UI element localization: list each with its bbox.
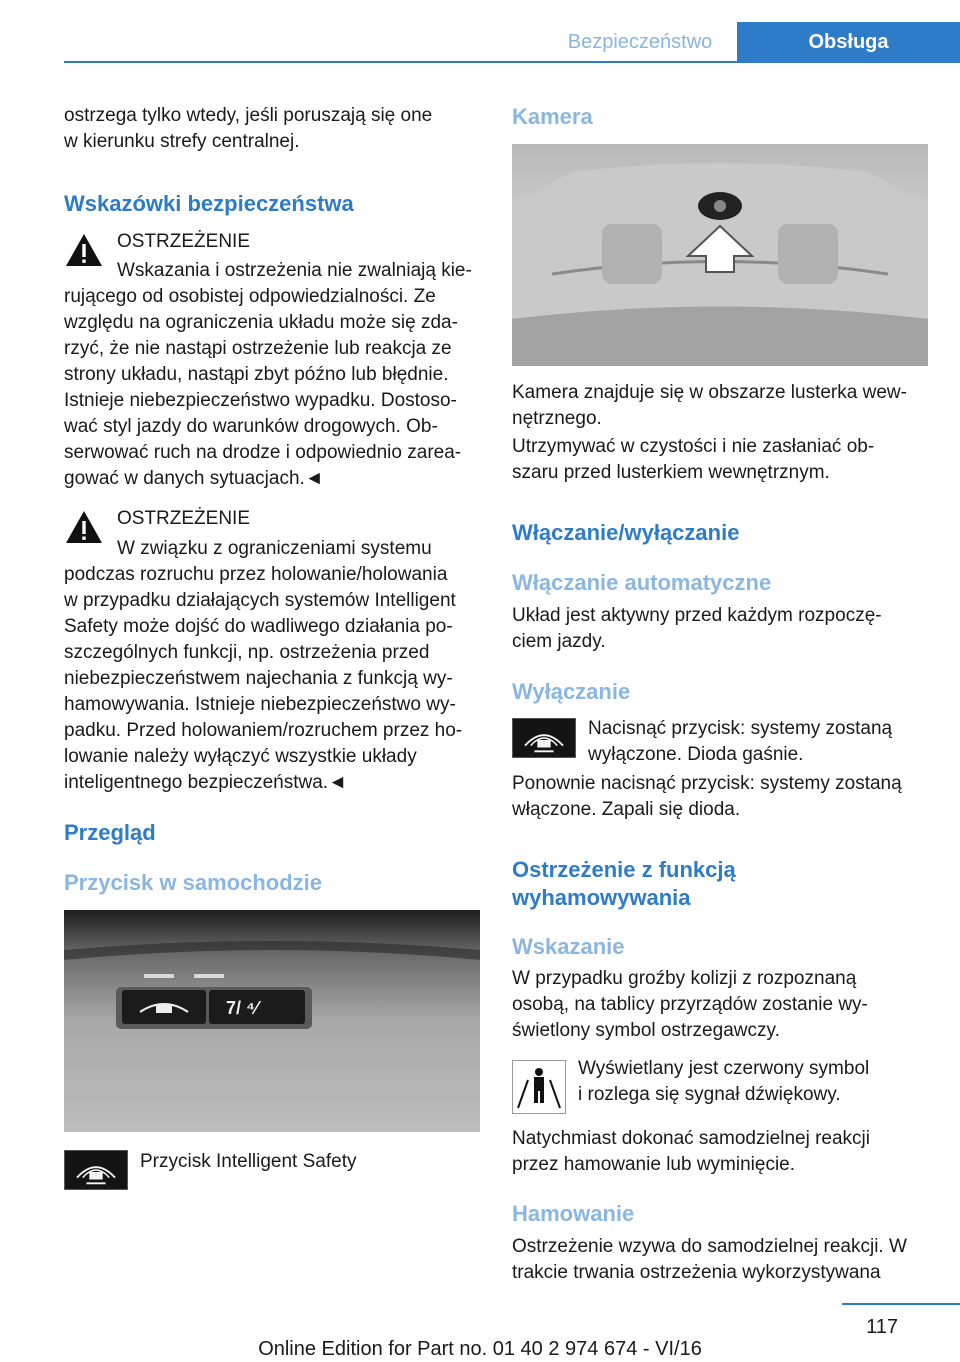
brake-warning-heading-2: wyhamowywania	[512, 885, 691, 910]
warning2-line: W związku z ograniczeniami systemu	[117, 538, 432, 559]
intelligent-safety-button-icon	[64, 1150, 128, 1190]
react-line-2: przez hamowanie lub wyminięcie.	[512, 1154, 796, 1175]
warning1-line: Istnieje niebezpieczeństwo wypadku. Dostoso-	[64, 390, 457, 411]
button-caption: Przycisk Intelligent Safety	[140, 1151, 357, 1172]
warning1-title: OSTRZEŻENIE	[117, 231, 251, 252]
auto-line-1: Układ jest aktywny przed każdym rozpoczę-	[512, 605, 882, 626]
warning1-line: serwować ruch na drodze i odpowiednio zarea-	[64, 442, 462, 463]
svg-text:7/ ⁴⁄: 7/ ⁴⁄	[226, 998, 258, 1018]
auto-heading: Włączanie automatyczne	[512, 570, 772, 595]
section-tab[interactable]: Bezpieczeństwo	[567, 31, 713, 53]
button-in-car-photo	[64, 910, 480, 1132]
warning-triangle-icon	[64, 232, 104, 268]
intro-line-2: w kierunku strefy centralnej.	[64, 131, 300, 152]
symbol-line-1: Wyświetlany jest czerwony symbol	[578, 1058, 870, 1079]
braking-line-2: trakcie trwania ostrzeżenia wykorzystywana	[512, 1262, 881, 1283]
intelligent-safety-button-icon	[512, 718, 576, 758]
camera-p1-line-1: Kamera znajduje się w obszarze lusterka wew-	[512, 382, 907, 403]
react-line-1: Natychmiast dokonać samodzielnej reakcji	[512, 1128, 870, 1149]
camera-windshield-photo	[512, 144, 928, 366]
indication-line-3: świetlony symbol ostrzegawczy.	[512, 1020, 780, 1041]
brake-warning-heading-1: Ostrzeżenie z funkcją	[512, 857, 736, 882]
indication-line-2: osobą, na tablicy przyrządów zostanie wy-	[512, 994, 868, 1015]
off-heading: Wyłączanie	[512, 679, 631, 704]
warning1-line: gować w danych sytuacjach.◄	[64, 468, 324, 489]
footer-rule	[842, 1303, 960, 1305]
indication-line-1: W przypadku groźby kolizji z rozpoznaną	[512, 968, 857, 989]
warning2-line: niebezpieczeństwem najechania z funkcją wy-	[64, 668, 453, 689]
warning2-line: lowanie należy wyłączyć wszystkie układy	[64, 746, 417, 767]
braking-heading: Hamowanie	[512, 1201, 635, 1226]
overview-heading: Przegląd	[64, 820, 156, 845]
braking-line-1: Ostrzeżenie wzywa do samodzielnej reakcji. W	[512, 1236, 907, 1257]
camera-p2-line-1: Utrzymywać w czystości i nie zasłaniać ob-	[512, 436, 875, 457]
warning2-line: padku. Przed holowaniem/rozruchem przez ho-	[64, 720, 463, 741]
button-heading: Przycisk w samochodzie	[64, 870, 322, 895]
warning1-line: rującego od osobistej odpowiedzialności. Ze	[64, 286, 436, 307]
intro-line-1: ostrzega tylko wtedy, jeśli poruszają się one	[64, 105, 433, 126]
symbol-line-2: i rozlega się sygnał dźwiękowy.	[578, 1084, 841, 1105]
page-number: 117	[866, 1316, 898, 1338]
chapter-tab[interactable]: Obsługa	[737, 22, 960, 62]
warning1-line: wać styl jazdy do warunków drogowych. Ob-	[64, 416, 438, 437]
onoff-heading: Włączanie/wyłączanie	[512, 520, 740, 545]
camera-p2-line-2: szaru przed lusterkiem wewnętrznym.	[512, 462, 830, 483]
auto-line-2: ciem jazdy.	[512, 631, 606, 652]
warning2-line: szczególnych funkcji, np. ostrzeżenia przed	[64, 642, 430, 663]
camera-p1-line-2: nętrznego.	[512, 408, 602, 429]
warning1-line: Wskazania i ostrzeżenia nie zwalniają kie-	[117, 260, 472, 281]
warning1-line: rzyć, że nie nastąpi ostrzeżenie lub reakcja ze	[64, 338, 452, 359]
warning2-line: Safety może dojść do wadliwego działania po-	[64, 616, 453, 637]
warning1-line: strony układu, nastąpi zbyt późno lub błędnie.	[64, 364, 449, 385]
edition-footer: Online Edition for Part no. 01 40 2 974 674 - VI/16	[258, 1338, 702, 1360]
reon-line-1: Ponownie nacisnąć przycisk: systemy zostaną	[512, 773, 902, 794]
warning2-line: hamowywania. Istnieje niebezpieczeństwo wy-	[64, 694, 456, 715]
warning2-line: w przypadku działających systemów Intelligent	[64, 590, 456, 611]
camera-heading: Kamera	[512, 104, 593, 129]
indication-heading: Wskazanie	[512, 934, 625, 959]
warning1-line: względu na ograniczenia układu może się zda-	[64, 312, 458, 333]
warning2-line: podczas rozruchu przez holowanie/holowania	[64, 564, 448, 585]
pedestrian-warning-icon	[512, 1060, 566, 1114]
safety-heading: Wskazówki bezpieczeństwa	[64, 191, 354, 216]
reon-line-2: włączone. Zapali się dioda.	[512, 799, 741, 820]
off-line-1: Nacisnąć przycisk: systemy zostaną	[588, 718, 893, 739]
warning2-line: inteligentnego bezpieczeństwa.◄	[64, 772, 347, 793]
warning2-title: OSTRZEŻENIE	[117, 508, 251, 529]
off-line-2: wyłączone. Dioda gaśnie.	[588, 744, 804, 765]
warning-triangle-icon	[64, 509, 104, 545]
